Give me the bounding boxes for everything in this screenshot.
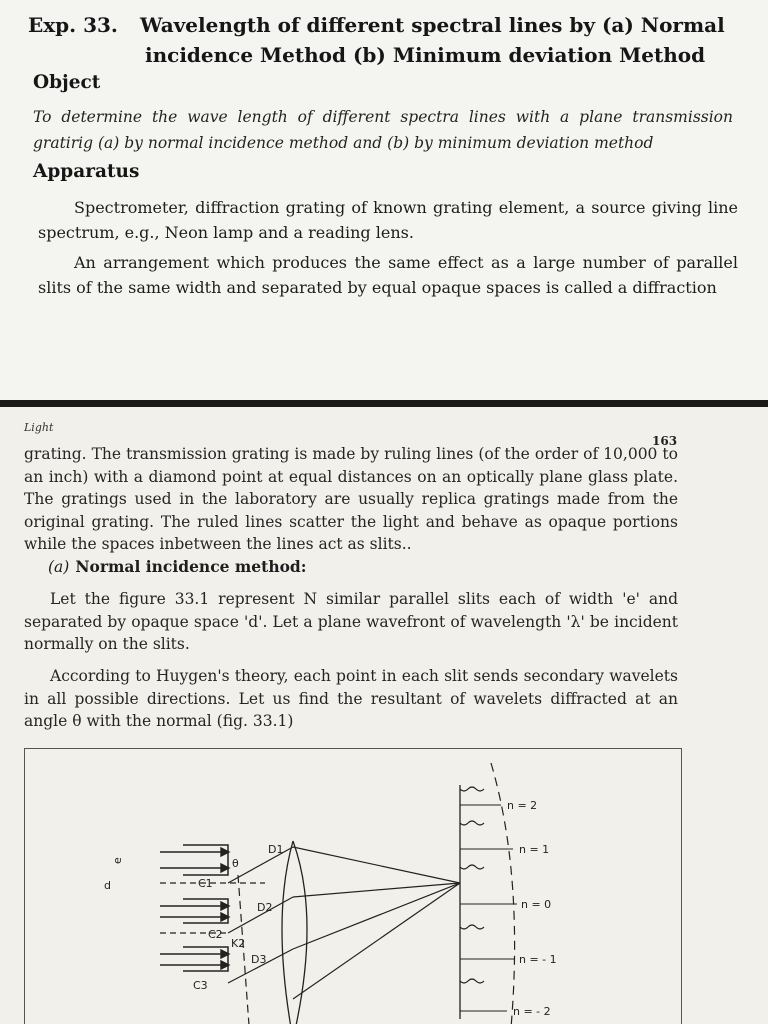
label-k2: K2	[231, 937, 246, 950]
label-d: d	[104, 879, 111, 892]
object-heading: Object	[33, 72, 101, 93]
label-d2: D2	[257, 901, 273, 914]
experiment-title-line2: incidence Method (b) Minimum deviation Method	[145, 43, 706, 67]
label-c2: C2	[208, 928, 223, 941]
object-text: To determine the wave length of different spectra lines with a plane transmission gratirig (a) by normal incidence method and (b) by minimum deviation method	[33, 108, 733, 152]
experiment-title	[28, 10, 748, 70]
experiment-number: Exp. 33.	[28, 13, 118, 37]
normal-incidence-heading	[48, 557, 306, 576]
apparatus-text: Spectrometer, diffraction grating of known grating element, a source giving line spectrum, e.g., Neon lamp and a reading lens.	[38, 198, 738, 242]
label-order-plus-2: n = 2	[507, 799, 538, 812]
label-order-zero: n = 0	[521, 898, 552, 911]
incident-rays	[160, 848, 229, 969]
apparatus-heading: Apparatus	[33, 161, 140, 182]
subhead-label: (a)	[48, 558, 70, 576]
running-head: Light	[24, 421, 54, 434]
label-order-minus-1: n = - 1	[519, 953, 557, 966]
lens	[282, 841, 307, 1024]
label-theta: θ	[232, 857, 239, 870]
figure-33-1	[24, 748, 682, 1024]
label-e: e	[111, 857, 124, 864]
subhead-title: Normal incidence method:	[75, 557, 307, 576]
intensity-pattern	[460, 787, 517, 1011]
label-c1: C1	[198, 877, 213, 890]
label-d3: D3	[251, 953, 267, 966]
paragraph-huygens: According to Huygen's theory, each point in each slit sends secondary wavelets in all possible directions. Let us find the resultant of wavelets diffracted at an angle θ with the normal (fig. 33.1)	[24, 667, 678, 730]
label-order-plus-1: n = 1	[519, 843, 550, 856]
label-d1: D1	[268, 843, 284, 856]
arrangement-text: An arrangement which produces the same effect as a large number of parallel slits of the same width and separated by equal opaque spaces is called a diffraction	[38, 253, 738, 297]
page-number: 163	[652, 434, 678, 448]
paragraph-slits: Let the figure 33.1 represent N similar parallel slits each of width 'e' and separated by opaque space 'd'. Let a plane wavefront of wavelength 'λ' be incident normally on the slits.	[24, 590, 678, 653]
label-c3: C3	[193, 979, 208, 992]
diffraction-diagram	[25, 749, 681, 1024]
experiment-title-line1: Wavelength of different spectral lines by (a) Normal	[140, 13, 725, 37]
top-page	[0, 0, 768, 400]
dashed-normals	[160, 883, 265, 933]
label-order-minus-2: n = - 2	[513, 1005, 551, 1018]
bottom-page	[0, 407, 768, 1024]
continuation-paragraph: grating. The transmission grating is made by ruling lines (of the order of 10,000 to an inch) with a diamond point at equal distances on an optically plane glass plate. The gratings used in the laboratory are usually replica gratings made from the original grating. The ruled lines scatter the light and behave as opaque portions while the spaces inbetween the lines act as slits..	[24, 445, 678, 553]
diffracted-rays	[228, 847, 460, 999]
